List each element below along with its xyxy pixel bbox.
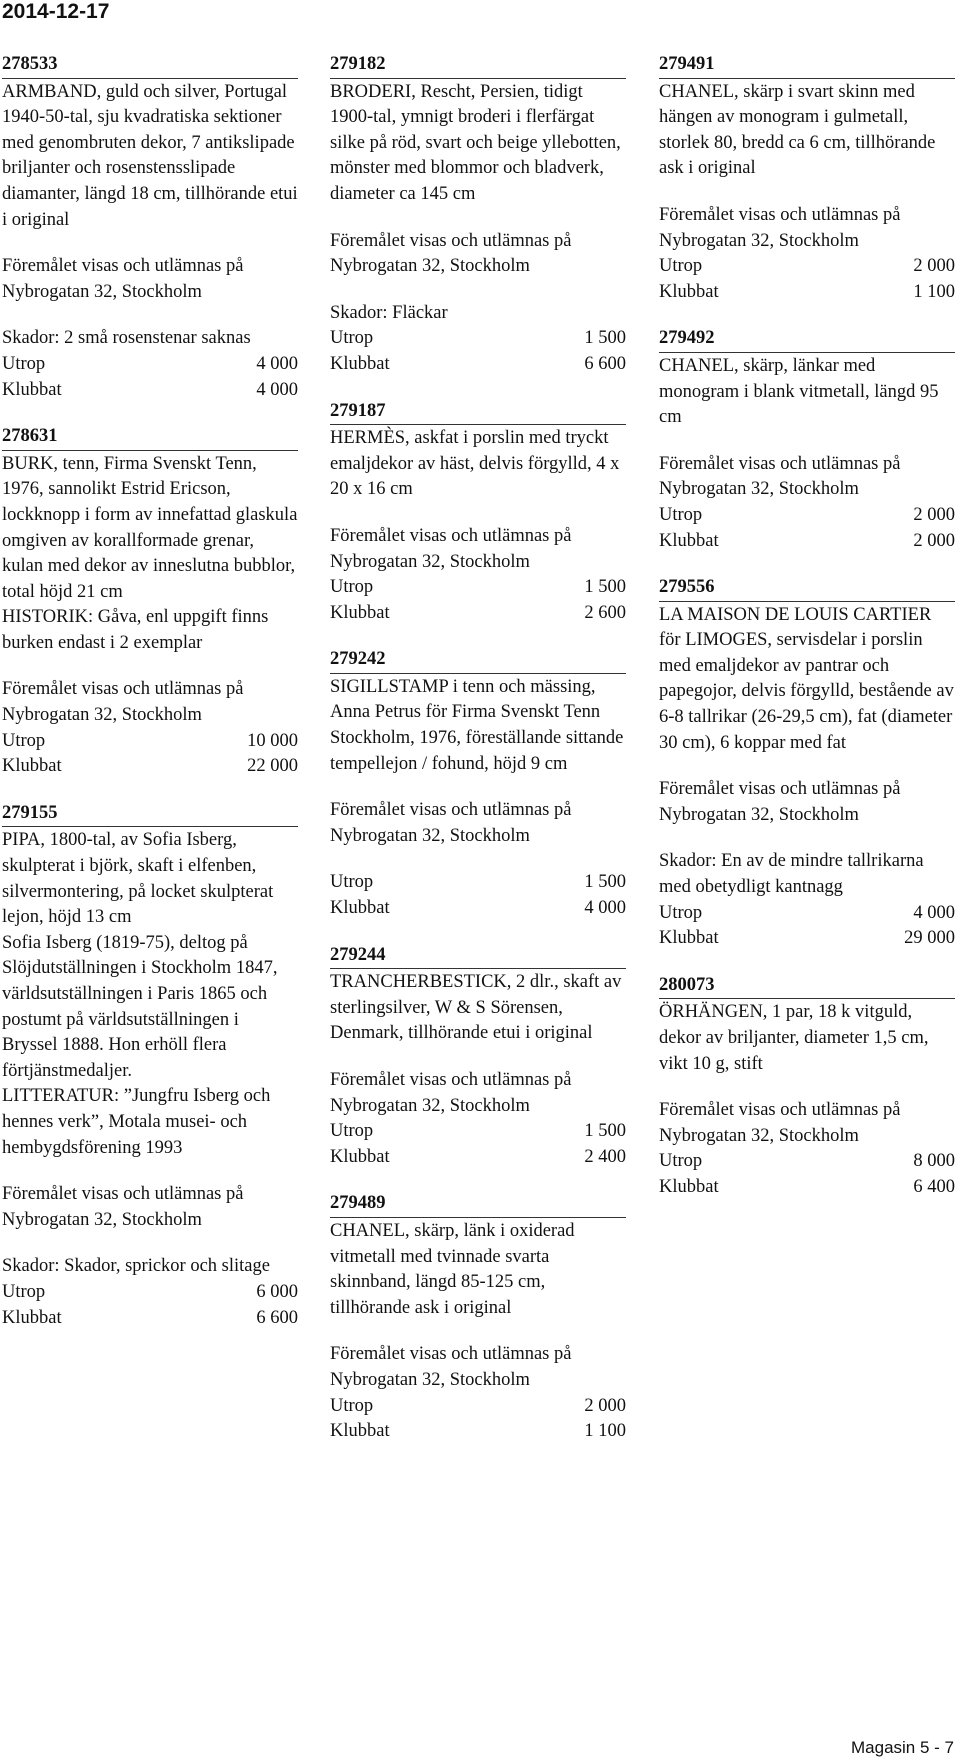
utrop-label: Utrop (2, 353, 46, 374)
lot-number: 279489 (330, 1191, 626, 1218)
klubbat-row (2, 754, 298, 780)
page-date: 2014-12-17 (2, 0, 110, 23)
lot-279187 (330, 399, 626, 627)
utrop-value: 4 000 (913, 902, 955, 923)
utrop-label: Utrop (659, 1151, 703, 1172)
lot-number: 279155 (2, 801, 298, 828)
utrop-value: 10 000 (247, 730, 298, 751)
lot-278533 (2, 52, 298, 403)
lot-pickup: Föremålet visas och utlämnas på Nybrogatan 32, Stockholm (330, 525, 572, 572)
klubbat-row (330, 896, 626, 922)
klubbat-row (659, 280, 955, 306)
lot-number: 280073 (659, 973, 955, 1000)
utrop-label: Utrop (659, 504, 703, 525)
utrop-row (659, 901, 955, 927)
utrop-row (659, 254, 955, 280)
lot-280073 (659, 973, 955, 1201)
lot-279556 (659, 575, 955, 952)
lot-number: 279242 (330, 647, 626, 674)
lot-description: BURK, tenn, Firma Svenskt Tenn, 1976, sannolikt Estrid Ericson, lockknopp i form av innefattad glaskula omgiven av korallformade grenar, kulan med dekor av inneslutna bubblor, total höjd 21 cm HISTORIK: Gåva, enl uppgift finns burken endast i 2 exemplar (2, 453, 298, 653)
lot-279492 (659, 326, 955, 554)
lot-remark: Skador: 2 små rosenstenar saknas (2, 328, 251, 349)
lot-279182 (330, 52, 626, 378)
utrop-row (659, 503, 955, 529)
lot-pickup: Föremålet visas och utlämnas på Nybrogatan 32, Stockholm (659, 1100, 901, 1146)
lot-remark: Skador: Skador, sprickor och slitage (2, 1256, 270, 1277)
lot-description: BRODERI, Rescht, Persien, tidigt 1900-tal, ymnigt broderi i flerfärgat silke på röd, svart och beige yllebotten, mönster med blommor och bladverk, diameter ca 145 cm (330, 81, 621, 204)
klubbat-value: 6 600 (584, 353, 626, 374)
lot-description: CHANEL, skärp, länk i oxiderad vitmetall med tvinnade svarta skinnband, längd 85-125 cm, tillhörande ask i original (330, 1220, 575, 1318)
lot-pickup: Föremålet visas och utlämnas på Nybrogatan 32, Stockholm (659, 453, 901, 500)
klubbat-value: 6 400 (913, 1176, 955, 1197)
klubbat-value: 6 600 (256, 1307, 298, 1328)
klubbat-value: 2 400 (584, 1146, 626, 1167)
lot-description: TRANCHERBESTICK, 2 dlr., skaft av sterlingsilver, W & S Sörensen, Denmark, tillhörande etui i original (330, 972, 622, 1044)
utrop-row (330, 1394, 626, 1420)
utrop-row (330, 870, 626, 896)
utrop-label: Utrop (330, 1395, 374, 1416)
klubbat-label: Klubbat (659, 1176, 719, 1197)
klubbat-label: Klubbat (330, 1421, 390, 1442)
utrop-label: Utrop (2, 730, 46, 751)
lot-number: 279182 (330, 52, 626, 79)
column-1 (2, 52, 298, 1352)
klubbat-label: Klubbat (2, 379, 62, 400)
lot-pickup: Föremålet visas och utlämnas på Nybrogatan 32, Stockholm (2, 256, 244, 302)
lot-number: 278631 (2, 424, 298, 451)
lot-description: LA MAISON DE LOUIS CARTIER för LIMOGES, servisdelar i porslin med emaljdekor av pantrar och papegojor, delvis förgylld, bestående av 6-8 tallrikar (26-29,5 cm), fat (diameter 30 cm), 6 koppar med fat (659, 604, 954, 753)
utrop-label: Utrop (330, 1121, 374, 1142)
lot-pickup: Föremålet visas och utlämnas på Nybrogatan 32, Stockholm (659, 779, 901, 825)
utrop-label: Utrop (330, 577, 374, 598)
lot-279244 (330, 943, 626, 1171)
lot-number: 279556 (659, 575, 955, 602)
klubbat-label: Klubbat (330, 602, 390, 623)
klubbat-value: 1 100 (584, 1421, 626, 1442)
klubbat-label: Klubbat (330, 1146, 390, 1167)
klubbat-label: Klubbat (330, 353, 390, 374)
lot-pickup: Föremålet visas och utlämnas på Nybrogatan 32, Stockholm (330, 1344, 572, 1390)
lot-279491 (659, 52, 955, 305)
column-2 (330, 52, 626, 1466)
utrop-value: 2 000 (913, 256, 955, 277)
lot-description: HERMÈS, askfat i porslin med tryckt emaljdekor av häst, delvis förgylld, 4 x 20 x 16 cm (330, 428, 620, 500)
lot-279155 (2, 801, 298, 1331)
lot-description: PIPA, 1800-tal, av Sofia Isberg, skulpterat i björk, skaft i elfenben, silvermontering, på locket skulpterat lejon, höjd 13 cm Sofia Isberg (1819-75), deltog på Slöjdutställningen i Stockholm 1847, världsutställningen i Paris 1865 och postumt på världsutställningen i Bryssel 1888. Hon erhöll flera förtjänstmedaljer. LITTERATUR: ”Jungfru Isberg och hennes verk”, Motala musei- och hembygdsförening 1993 (2, 830, 278, 1158)
klubbat-label: Klubbat (2, 756, 62, 777)
lot-pickup: Föremålet visas och utlämnas på Nybrogatan 32, Stockholm (2, 679, 244, 726)
utrop-value: 4 000 (256, 353, 298, 374)
klubbat-row (659, 926, 955, 952)
klubbat-row (2, 378, 298, 404)
utrop-row (330, 326, 626, 352)
klubbat-label: Klubbat (659, 530, 719, 551)
lot-279489 (330, 1191, 626, 1444)
column-3 (659, 52, 955, 1222)
lot-number: 279187 (330, 399, 626, 426)
klubbat-value: 22 000 (247, 756, 298, 777)
utrop-row (330, 1119, 626, 1145)
utrop-value: 6 000 (256, 1281, 298, 1302)
klubbat-label: Klubbat (330, 898, 390, 919)
lot-number: 278533 (2, 52, 298, 79)
lot-pickup: Föremålet visas och utlämnas på Nybrogatan 32, Stockholm (330, 800, 572, 846)
utrop-row (2, 729, 298, 755)
klubbat-value: 4 000 (256, 379, 298, 400)
lot-279242 (330, 647, 626, 921)
utrop-value: 2 000 (584, 1395, 626, 1416)
lot-remark: Skador: Fläckar (330, 302, 448, 323)
lot-description: SIGILLSTAMP i tenn och mässing, Anna Petrus för Firma Svenskt Tenn Stockholm, 1976, föreställande sittande tempellejon / fohund, höjd 9 cm (330, 676, 624, 774)
lot-278631 (2, 424, 298, 780)
utrop-row (330, 575, 626, 601)
utrop-label: Utrop (659, 256, 703, 277)
lot-pickup: Föremålet visas och utlämnas på Nybrogatan 32, Stockholm (330, 230, 572, 277)
klubbat-row (330, 352, 626, 378)
klubbat-value: 29 000 (904, 928, 955, 949)
utrop-label: Utrop (2, 1281, 46, 1302)
lot-pickup: Föremålet visas och utlämnas på Nybrogatan 32, Stockholm (2, 1184, 244, 1230)
klubbat-row (330, 1419, 626, 1445)
utrop-value: 1 500 (584, 328, 626, 349)
lot-number: 279244 (330, 943, 626, 970)
klubbat-row (330, 1145, 626, 1171)
utrop-label: Utrop (330, 328, 374, 349)
lot-description: ARMBAND, guld och silver, Portugal 1940-50-tal, sju kvadratiska sektioner med genombruten dekor, 7 antikslipade briljanter och rosenstensslipade diamanter, längd 18 cm, tillhörande etui i original (2, 81, 298, 230)
klubbat-value: 2 000 (913, 530, 955, 551)
utrop-value: 1 500 (584, 1121, 626, 1142)
klubbat-label: Klubbat (659, 281, 719, 302)
utrop-row (2, 1280, 298, 1306)
utrop-label: Utrop (330, 872, 374, 893)
klubbat-row (659, 529, 955, 555)
utrop-row (2, 352, 298, 378)
klubbat-value: 2 600 (584, 602, 626, 623)
lot-number: 279491 (659, 52, 955, 79)
utrop-label: Utrop (659, 902, 703, 923)
utrop-row (659, 1149, 955, 1175)
utrop-value: 2 000 (913, 504, 955, 525)
lot-pickup: Föremålet visas och utlämnas på Nybrogatan 32, Stockholm (659, 204, 901, 251)
klubbat-label: Klubbat (2, 1307, 62, 1328)
utrop-value: 1 500 (584, 577, 626, 598)
page-footer: Magasin 5 - 7 (851, 1738, 954, 1757)
lot-description: ÖRHÄNGEN, 1 par, 18 k vitguld, dekor av briljanter, diameter 1,5 cm, vikt 10 g, stift (659, 1002, 929, 1074)
utrop-value: 8 000 (913, 1151, 955, 1172)
lot-number: 279492 (659, 326, 955, 353)
lot-description: CHANEL, skärp i svart skinn med hängen av monogram i gulmetall, storlek 80, bredd ca 6 cm, tillhörande ask i original (659, 81, 936, 179)
lot-description: CHANEL, skärp, länkar med monogram i blank vitmetall, längd 95 cm (659, 355, 939, 428)
klubbat-value: 4 000 (584, 898, 626, 919)
klubbat-row (330, 601, 626, 627)
lot-pickup: Föremålet visas och utlämnas på Nybrogatan 32, Stockholm (330, 1070, 572, 1116)
klubbat-row (659, 1175, 955, 1201)
lot-remark: Skador: En av de mindre tallrikarna med obetydligt kantnagg (659, 851, 924, 898)
utrop-value: 1 500 (584, 872, 626, 893)
klubbat-row (2, 1306, 298, 1332)
klubbat-value: 1 100 (913, 281, 955, 302)
klubbat-label: Klubbat (659, 928, 719, 949)
